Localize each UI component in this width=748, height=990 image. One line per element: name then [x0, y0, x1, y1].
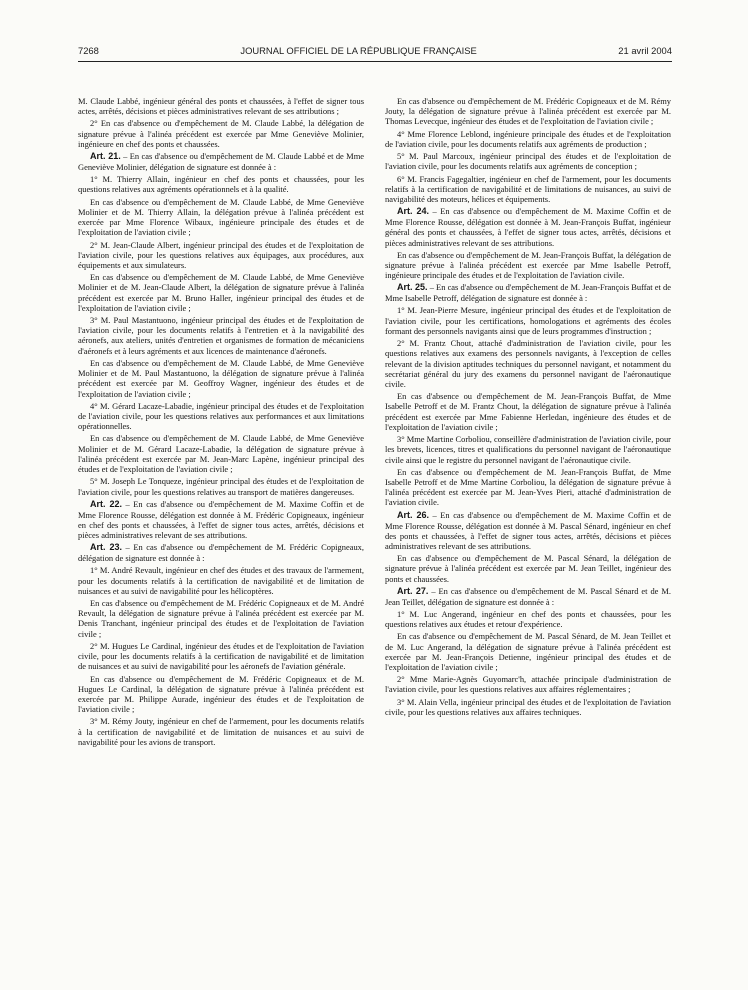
paragraph: 2° M. Frantz Chout, attaché d'administration de l'aviation civile, pour les questions relatives aux examens des personnels navigants, à l'exception de celles relevant de la division aptitudes techniques du personnel navigant, et notamment du secrétariat général du jury des examens du personnel navigant de l'aéronautique civile.: [385, 338, 671, 389]
paragraph: 3° Mme Martine Corboliou, conseillère d'administration de l'aviation civile, pour les brevets, licences, titres et qualifications du personnel navigant de l'aéronautique civile ainsi que le registre du personnel navigant de l'aéronautique civile.: [385, 434, 671, 465]
paragraph: En cas d'absence ou d'empêchement de M. Frédéric Copigneaux et de M. Hugues Le Cardinal, la délégation de signature prévue à l'alinéa précédent est exercée par M. Philippe Aurade, ingénieur des études et de l'exploitation de l'aviation civile ;: [78, 673, 364, 715]
article-label: Art. 25.: [397, 282, 428, 293]
paragraph: En cas d'absence ou d'empêchement de M. Pascal Sénard, la délégation de signature prévue à l'alinéa précédent est exercée par M. Jean Teillet, ingénieur des ponts et chaussées.: [385, 553, 671, 584]
paragraph: 3° M. Rémy Jouty, ingénieur en chef de l'armement, pour les documents relatifs à la certification de navigabilité et de limitation de nuisances et au suivi de navigabilité pour les avions de transport.: [78, 716, 364, 747]
article-paragraph: Art. 25. – En cas d'absence ou d'empêchement de M. Jean-François Buffat et de Mme Isabelle Petroff, délégation de signature est donnée à :: [385, 282, 671, 304]
paragraph: 2° En cas d'absence ou d'empêchement de M. Claude Labbé, la délégation de signature prévue à l'alinéa précédent est exercée par Mme Geneviève Molinier, ingénieure en chef des ponts et chaussées.: [78, 118, 364, 149]
paragraph: En cas d'absence ou d'empêchement de M. Claude Labbé, de Mme Geneviève Molinier et de M. Jean-Claude Albert, la délégation de signature prévue à l'alinéa précédent est exercée par M. Bruno Haller, ingénieur principal des études et de l'exploitation de l'aviation civile ;: [78, 272, 364, 313]
paragraph: 5° M. Paul Marcoux, ingénieur principal des études et de l'exploitation de l'aviation civile, pour les documents relatifs aux agréments de conception ;: [385, 151, 671, 172]
paragraph: 4° Mme Florence Leblond, ingénieure principale des études et de l'exploitation de l'aviation civile, pour les documents relatifs aux agréments de production ;: [385, 128, 671, 149]
publication-date: 21 avril 2004: [618, 45, 672, 56]
paragraph: 1° M. Thierry Allain, ingénieur en chef des ponts et chaussées, pour les questions relatives aux agréments opérationnels et à la qualité.: [78, 174, 364, 195]
article-label: Art. 22.: [90, 498, 122, 509]
paragraph: En cas d'absence ou d'empêchement de M. Jean-François Buffat, de Mme Isabelle Petroff et de Mme Martine Corboliou, la délégation de signature prévue à l'alinéa précédent est exercée par M. Jean-Yves Pieri, attaché d'administration de l'aviation civile.: [385, 466, 671, 508]
paragraph: 1° M. Jean-Pierre Mesure, ingénieur principal des études et de l'exploitation de l'aviation civile, pour les certifications, homologations et agréments des écoles formant des personnels navigants ainsi que de leurs programmes d'instruction ;: [385, 305, 671, 336]
article-paragraph: Art. 27. – En cas d'absence ou d'empêchement de M. Pascal Sénard et de M. Jean Teillet, délégation de signature est donnée à :: [385, 585, 671, 607]
paragraph: 3° M. Paul Mastantuono, ingénieur principal des études et de l'exploitation de l'aviation civile, pour les documents relatifs à l'entretien et à la navigabilité des aéronefs, aux ateliers, unités d'entretien et organismes de formation de mécaniciens d'aéronefs et à leurs agréments et aux licences de maintenance d'aéronefs.: [78, 315, 364, 356]
article-label: Art. 27.: [397, 585, 429, 596]
paragraph: En cas d'absence ou d'empêchement de M. Frédéric Copigneaux et de M. Rémy Jouty, la délégation de signature prévue à l'alinéa précédent est exercée par M. Thomas Levecque, ingénieur des études et de l'exploitation de l'aviation civile ;: [385, 96, 671, 127]
paragraph: En cas d'absence ou d'empêchement de M. Pascal Sénard, de M. Jean Teillet et de M. Luc Angerand, la délégation de signature prévue à l'alinéa précédent est exercée par M. Jean-François Detienne, ingénieur principal des études et de l'exploitation de l'aviation civile ;: [385, 631, 671, 672]
page-number: 7268: [78, 45, 99, 56]
right-column: [385, 96, 671, 719]
article-paragraph: Art. 22. – En cas d'absence ou d'empêchement de M. Maxime Coffin et de Mme Florence Rousse, délégation est donnée à M. Frédéric Copigneaux, ingénieur en chef des ponts et chaussées, à l'effet de signer tous actes, arrêtés, décisions et pièces administratives relevant de ses attributions.: [78, 498, 364, 541]
paragraph: 1° M. Luc Angerand, ingénieur en chef des ponts et chaussées, pour les questions relatives aux études et retour d'expérience.: [385, 608, 671, 630]
paragraph: En cas d'absence ou d'empêchement de M. Jean-François Buffat, la délégation de signature prévue à l'alinéa précédent est exercée par Mme Isabelle Petroff, ingénieure principale des études et de l'exploitation de l'aviation civile.: [385, 249, 671, 281]
paragraph: 4° M. Gérard Lacaze-Labadie, ingénieur principal des études et de l'exploitation de l'aviation civile, pour les questions relatives aux performances et aux limitations opérationnelles.: [78, 400, 364, 432]
article-paragraph: Art. 26. – En cas d'absence ou d'empêchement de M. Maxime Coffin et de Mme Florence Rousse, délégation est donnée à M. Pascal Sénard, ingénieur en chef des ponts et chaussées, à l'effet de signer tous actes, arrêtés, décisions et pièces administratives relevant de ses attributions.: [385, 509, 671, 551]
paragraph: En cas d'absence ou d'empêchement de M. Jean-François Buffat, de Mme Isabelle Petroff et de M. Frantz Chout, la délégation de signature prévue à l'alinéa précédent est exercée par Mme Fabienne Herledan, ingénieure des études et de l'exploitation de l'aviation civile ;: [385, 391, 671, 432]
article-label: Art. 21.: [90, 151, 121, 162]
paragraph: En cas d'absence ou d'empêchement de M. Claude Labbé, de Mme Geneviève Molinier et de M. Paul Mastantuono, la délégation de signature prévue à l'alinéa précédent est exercée par M. Geoffroy Wagner, ingénieur des études et de l'exploitation de l'aviation civile ;: [78, 357, 364, 399]
paragraph: 1° M. André Revault, ingénieur en chef des études et des travaux de l'armement, pour les documents relatifs à la certification de navigabilité et de limitation de nuisances et au suivi de navigabilité pour les hélicoptères.: [78, 565, 364, 596]
paragraph: En cas d'absence ou d'empêchement de M. Frédéric Copigneaux et de M. André Revault, la délégation de signature prévue à l'alinéa précédent est exercée par M. Denis Tranchant, ingénieur principal des études et de l'exploitation de l'aviation civile ;: [78, 598, 364, 639]
article-paragraph: Art. 24. – En cas d'absence ou d'empêchement de M. Maxime Coffin et de Mme Florence Rousse, délégation est donnée à M. Jean-François Buffat, ingénieur général des ponts et chaussées, à l'effet de signer tous actes, arrêtés, décisions et pièces administratives relevant de ses attributions.: [385, 206, 671, 248]
paragraph: 2° M. Jean-Claude Albert, ingénieur principal des études et de l'exploitation de l'aviation civile, pour les questions relatives aux équipages, aux procédures, aux équipements et aux simulateurs.: [78, 239, 364, 270]
page-header: [78, 45, 672, 59]
article-label: Art. 26.: [397, 509, 429, 520]
header-rule: [78, 61, 672, 62]
article-paragraph: Art. 23. – En cas d'absence ou d'empêchement de M. Frédéric Copigneaux, délégation de signature est donnée à :: [78, 542, 364, 564]
paragraph: En cas d'absence ou d'empêchement de M. Claude Labbé, de Mme Geneviève Molinier et de M. Gérard Lacaze-Labadie, la délégation de signature prévue à l'alinéa précédent est exercée par M. Jean-Marc Lapène, ingénieur principal des études et de l'exploitation de l'aviation civile ;: [78, 433, 364, 475]
journal-title: JOURNAL OFFICIEL DE LA RÉPUBLIQUE FRANÇAISE: [240, 45, 477, 56]
paragraph: 6° M. Francis Fagegaltier, ingénieur en chef de l'armement, pour les documents relatifs à la certification de navigabilité et de limitations de nuisances, au suivi de navigabilité des moteurs, hélices et équipements.: [385, 173, 671, 204]
paragraph: En cas d'absence ou d'empêchement de M. Claude Labbé, de Mme Geneviève Molinier et de M. Thierry Allain, la délégation prévue à l'alinéa précédent est exercée par Mme Florence Wibaux, ingénieure principale des études et de l'exploitation de l'aviation civile ;: [78, 196, 364, 238]
paragraph: 3° M. Alain Vella, ingénieur principal des études et de l'exploitation de l'aviation civile, pour les questions relatives aux affaires techniques.: [385, 696, 671, 717]
article-paragraph: Art. 21. – En cas d'absence ou d'empêchement de M. Claude Labbé et de Mme Geneviève Molinier, délégation de signature est donnée à :: [78, 151, 364, 172]
paragraph: 5° M. Joseph Le Tonqueze, ingénieur principal des études et de l'exploitation de l'aviation civile, pour les questions relatives au transport de matières dangereuses.: [78, 476, 364, 497]
paragraph: 2° M. Hugues Le Cardinal, ingénieur des études et de l'exploitation de l'aviation civile, pour les documents relatifs à la certification de navigabilité et de limitation de nuisances et au suivi de navigabilité pour les aéronefs de l'aviation générale.: [78, 640, 364, 672]
article-label: Art. 23.: [90, 542, 122, 553]
paragraph: 2° Mme Marie-Agnès Guyomarc'h, attachée principale d'administration de l'aviation civile, pour les questions relatives aux affaires réglementaires ;: [385, 674, 671, 695]
left-column: [78, 96, 364, 749]
article-label: Art. 24.: [397, 206, 429, 217]
paragraph: M. Claude Labbé, ingénieur général des ponts et chaussées, à l'effet de signer tous actes, arrêtés, décisions et pièces administratives relevant de ses attributions ;: [78, 96, 364, 117]
